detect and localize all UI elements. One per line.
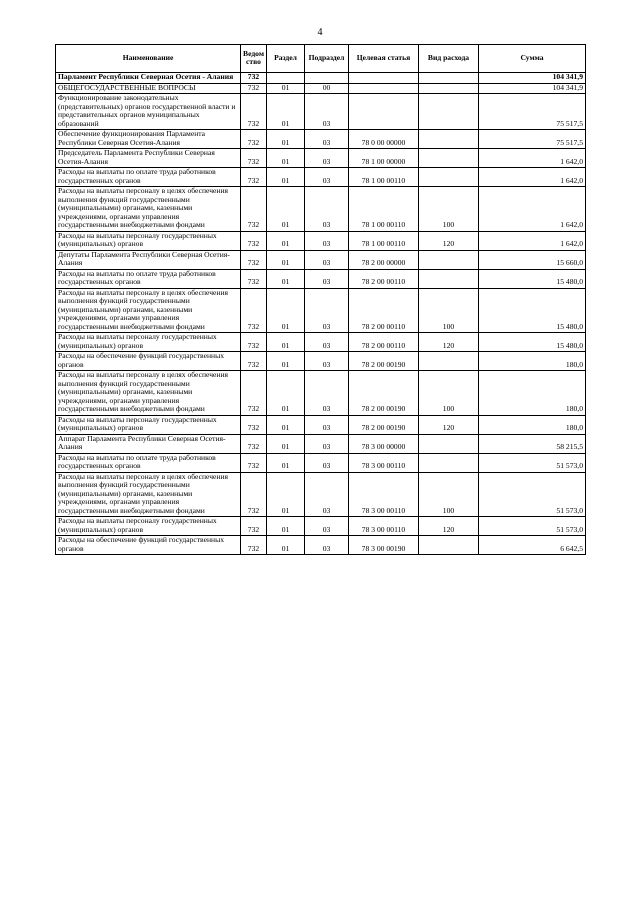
row-dept: 732 [241,415,267,434]
row-sum: 1 642,0 [479,187,586,232]
row-article: 78 3 00 00000 [349,434,419,453]
row-dept: 732 [241,288,267,333]
table-row [56,149,586,168]
row-sum: 6 642,5 [479,536,586,555]
column-header-dept [241,45,267,73]
row-article: 78 1 00 00110 [349,168,419,187]
row-section: 01 [267,352,305,371]
row-expense [419,269,479,288]
row-name: Расходы на выплаты персоналу государственных (муниципальных) органов [56,517,241,536]
table-row [56,453,586,472]
column-header-section: Раздел [267,45,305,73]
row-article: 78 3 00 00110 [349,517,419,536]
row-sum: 104 341,9 [479,83,586,94]
table-row [56,83,586,94]
row-article: 78 3 00 00110 [349,472,419,517]
row-dept: 732 [241,149,267,168]
row-sum: 180,0 [479,371,586,416]
row-dept: 732 [241,371,267,416]
row-section: 01 [267,472,305,517]
column-header-expense: Вид расхода [419,45,479,73]
row-sum: 1 642,0 [479,149,586,168]
row-name: Расходы на выплаты по оплате труда работников государственных органов [56,168,241,187]
row-expense [419,94,479,130]
row-name: Аппарат Парламента Республики Северная Осетия-Алания [56,434,241,453]
row-section: 01 [267,288,305,333]
row-dept: 732 [241,352,267,371]
row-expense: 100 [419,472,479,517]
table-row [56,231,586,250]
row-name: Расходы на выплаты персоналу в целях обеспечения выполнения функций государственными (муниципальными) органами, казенными учреждениями, органами управления государственными внебюджетными фондами [56,187,241,232]
row-sum: 104 341,9 [479,73,586,84]
table-row [56,73,586,84]
row-subsection: 03 [305,250,349,269]
row-section: 01 [267,187,305,232]
row-subsection: 03 [305,472,349,517]
row-section: 01 [267,250,305,269]
row-section [267,73,305,84]
row-article: 78 0 00 00000 [349,130,419,149]
row-sum: 51 573,0 [479,472,586,517]
row-sum: 58 215,5 [479,434,586,453]
row-expense: 120 [419,517,479,536]
row-section: 01 [267,94,305,130]
row-expense: 120 [419,333,479,352]
row-expense [419,250,479,269]
row-expense [419,434,479,453]
row-section: 01 [267,269,305,288]
row-sum: 180,0 [479,352,586,371]
row-subsection: 03 [305,288,349,333]
row-sum: 75 517,5 [479,130,586,149]
row-dept: 732 [241,168,267,187]
row-article: 78 3 00 00190 [349,536,419,555]
row-subsection: 03 [305,168,349,187]
row-article: 78 1 00 00000 [349,149,419,168]
row-article [349,94,419,130]
row-expense: 100 [419,371,479,416]
row-name: Парламент Республики Северная Осетия - Алания [56,73,241,84]
table-row [56,269,586,288]
row-subsection: 03 [305,231,349,250]
row-expense [419,536,479,555]
row-name: Расходы на обеспечение функций государственных органов [56,536,241,555]
row-subsection: 03 [305,434,349,453]
table-row [56,371,586,416]
row-dept: 732 [241,269,267,288]
budget-table [55,44,586,555]
row-subsection: 03 [305,130,349,149]
row-expense [419,130,479,149]
row-expense [419,453,479,472]
row-dept: 732 [241,453,267,472]
table-row [56,130,586,149]
row-sum: 15 480,0 [479,269,586,288]
row-name: Расходы на обеспечение функций государственных органов [56,352,241,371]
row-name: Расходы на выплаты персоналу в целях обеспечения выполнения функций государственными (муниципальными) органами, казенными учреждениями, органами управления государственными внебюджетными фондами [56,371,241,416]
row-sum: 75 517,5 [479,94,586,130]
row-article: 78 2 00 00190 [349,415,419,434]
row-article [349,83,419,94]
row-name: Расходы на выплаты персоналу в целях обеспечения выполнения функций государственными (муниципальными) органами, казенными учреждениями, органами управления государственными внебюджетными фондами [56,472,241,517]
column-header-article: Целевая статья [349,45,419,73]
row-section: 01 [267,536,305,555]
row-expense: 100 [419,187,479,232]
table-row [56,168,586,187]
row-subsection: 03 [305,517,349,536]
row-section: 01 [267,333,305,352]
row-sum: 15 480,0 [479,333,586,352]
table-row [56,333,586,352]
row-subsection [305,73,349,84]
row-dept: 732 [241,130,267,149]
row-dept: 732 [241,231,267,250]
row-subsection: 03 [305,453,349,472]
row-article: 78 2 00 00110 [349,288,419,333]
row-subsection: 00 [305,83,349,94]
row-subsection: 03 [305,269,349,288]
row-section: 01 [267,371,305,416]
table-row [56,434,586,453]
row-expense: 100 [419,288,479,333]
row-section: 01 [267,434,305,453]
row-dept: 732 [241,536,267,555]
row-article: 78 2 00 00110 [349,333,419,352]
row-subsection: 03 [305,352,349,371]
column-header-subsection: Подраздел [305,45,349,73]
row-dept: 732 [241,73,267,84]
row-dept: 732 [241,250,267,269]
row-dept: 732 [241,333,267,352]
row-sum: 1 642,0 [479,231,586,250]
column-header-sum: Сумма [479,45,586,73]
table-row [56,250,586,269]
row-dept: 732 [241,472,267,517]
row-section: 01 [267,168,305,187]
row-sum: 1 642,0 [479,168,586,187]
row-expense [419,83,479,94]
row-subsection: 03 [305,94,349,130]
row-article [349,73,419,84]
table-row [56,517,586,536]
row-dept: 732 [241,434,267,453]
row-article: 78 2 00 00000 [349,250,419,269]
row-subsection: 03 [305,187,349,232]
row-section: 01 [267,517,305,536]
row-sum: 15 480,0 [479,288,586,333]
row-sum: 180,0 [479,415,586,434]
row-dept: 732 [241,517,267,536]
row-expense: 120 [419,415,479,434]
row-article: 78 3 00 00110 [349,453,419,472]
row-article: 78 2 00 00110 [349,269,419,288]
row-sum: 51 573,0 [479,517,586,536]
row-subsection: 03 [305,536,349,555]
row-expense: 120 [419,231,479,250]
table-row [56,187,586,232]
row-name: Расходы на выплаты персоналу государственных (муниципальных) органов [56,333,241,352]
row-name: Расходы на выплаты персоналу государственных (муниципальных) органов [56,415,241,434]
table-row [56,352,586,371]
row-subsection: 03 [305,371,349,416]
row-expense [419,149,479,168]
row-section: 01 [267,231,305,250]
row-name: Обеспечение функционирования Парламента Республики Северная Осетия-Алания [56,130,241,149]
page-number: 4 [317,27,323,38]
row-dept: 732 [241,83,267,94]
row-name: Председатель Парламента Республики Северная Осетия-Алания [56,149,241,168]
row-expense [419,168,479,187]
row-section: 01 [267,130,305,149]
table-row [56,288,586,333]
row-expense [419,73,479,84]
column-header-dept-text: Ведомство [243,48,265,66]
row-subsection: 03 [305,333,349,352]
table-row [56,415,586,434]
row-name: Функционирование законодательных (представительных) органов государственной власти и представительных органов муниципальных образований [56,94,241,130]
row-section: 01 [267,453,305,472]
table-row [56,472,586,517]
row-dept: 732 [241,94,267,130]
table-row [56,536,586,555]
row-name: Депутаты Парламента Республики Северная Осетия-Алания [56,250,241,269]
row-article: 78 1 00 00110 [349,231,419,250]
row-name: Расходы на выплаты персоналу государственных (муниципальных) органов [56,231,241,250]
row-article: 78 1 00 00110 [349,187,419,232]
row-expense [419,352,479,371]
table-row [56,94,586,130]
row-section: 01 [267,149,305,168]
row-name: ОБЩЕГОСУДАРСТВЕННЫЕ ВОПРОСЫ [56,83,241,94]
row-name: Расходы на выплаты персоналу в целях обеспечения выполнения функций государственными (муниципальными) органами, казенными учреждениями, органами управления государственными внебюджетными фондами [56,288,241,333]
row-dept: 732 [241,187,267,232]
row-article: 78 2 00 00190 [349,371,419,416]
row-name: Расходы на выплаты по оплате труда работников государственных органов [56,269,241,288]
row-subsection: 03 [305,415,349,434]
table-header-row [56,45,586,73]
row-name: Расходы на выплаты по оплате труда работников государственных органов [56,453,241,472]
row-sum: 51 573,0 [479,453,586,472]
row-subsection: 03 [305,149,349,168]
row-section: 01 [267,83,305,94]
row-sum: 15 660,0 [479,250,586,269]
row-article: 78 2 00 00190 [349,352,419,371]
column-header-name: Наименование [56,45,241,73]
row-section: 01 [267,415,305,434]
